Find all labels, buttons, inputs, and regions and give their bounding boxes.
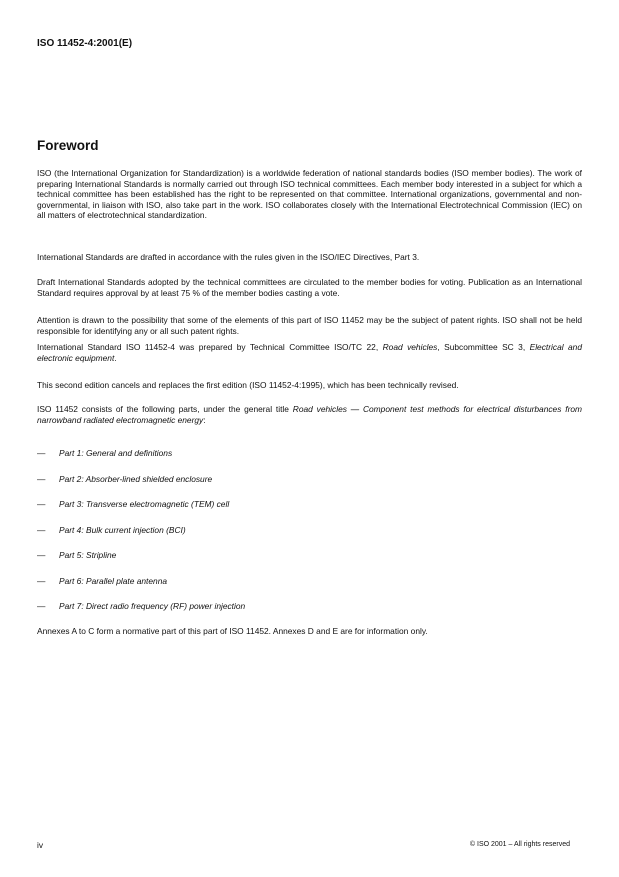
committee-name: Road vehicles [382, 342, 438, 352]
paragraph-parts-intro [37, 404, 582, 425]
part-label: Part 3: Transverse electromagnetic (TEM) cell [59, 499, 230, 509]
part-label: Part 2: Absorber-lined shielded enclosure [59, 474, 213, 484]
page-number: iv [37, 840, 44, 850]
dash: — [37, 550, 46, 560]
text: , Subcommittee SC 3, [437, 342, 530, 352]
list-item [37, 448, 582, 459]
list-item [37, 525, 582, 536]
list-item [37, 601, 582, 612]
list-item [37, 474, 582, 485]
paragraph-annexes: Annexes A to C form a normative part of this part of ISO 11452. Annexes D and E are for information only. [37, 626, 428, 636]
list-item [37, 550, 582, 561]
part-label: Part 6: Parallel plate antenna [59, 576, 168, 586]
document-header: ISO 11452-4:2001(E) [37, 38, 133, 49]
part-label: Part 7: Direct radio frequency (RF) power injection [59, 601, 246, 611]
subcommittee-name: Electrical and electronic equipment [37, 342, 583, 363]
part-label: Part 4: Bulk current injection (BCI) [59, 525, 186, 535]
dash: — [37, 448, 46, 458]
copyright-notice: © ISO 2001 – All rights reserved [469, 841, 570, 848]
paragraph-prepared-by [37, 342, 582, 363]
paragraph-voting: Draft International Standards adopted by the technical committees are circulated to the member bodies for voting. Publication as an International Standard requires approval by at least 75 % of the member bodies casting a vote. [37, 277, 582, 298]
dash: — [37, 601, 46, 611]
list-item [37, 576, 582, 587]
text: ISO 11452 consists of the following parts, under the general title [37, 404, 293, 414]
text: . [114, 352, 117, 363]
dash: — [37, 525, 46, 535]
text: : [203, 414, 206, 425]
dash: — [37, 474, 46, 484]
paragraph-iso-intro: ISO (the International Organization for Standardization) is a worldwide federation of national standards bodies (ISO member bodies). The work of preparing International Standards is normally carried out through ISO technical committees. Each member body interested in a subject for which a technical committee has been established has the right to be represented on that committee. International organizations, governmental and non-governmental, in liaison with ISO, also take part in the work. ISO collaborates closely with the International Electrotechnical Commission (IEC) on all matters of electrotechnical standardization. [37, 168, 582, 221]
paragraph-edition: This second edition cancels and replaces the first edition (ISO 11452-4:1995), which has been technically revised. [37, 380, 459, 390]
general-title: Road vehicles — Component test methods for electrical disturbances from narrowband radiated electromagnetic energy [37, 404, 582, 425]
list-item [37, 499, 582, 510]
paragraph-directives: International Standards are drafted in accordance with the rules given in the ISO/IEC Directives, Part 3. [37, 252, 420, 262]
text: International Standard ISO 11452-4 was prepared by Technical Committee ISO/TC 22, [37, 342, 383, 352]
dash: — [37, 499, 46, 509]
paragraph-patent: Attention is drawn to the possibility that some of the elements of this part of ISO 11452 may be the subject of patent rights. ISO shall not be held responsible for identifying any or all such patent rights. [37, 315, 582, 336]
part-label: Part 1: General and definitions [59, 448, 173, 458]
dash: — [37, 576, 46, 586]
part-label: Part 5: Stripline [59, 550, 117, 560]
section-title: Foreword [37, 138, 99, 153]
